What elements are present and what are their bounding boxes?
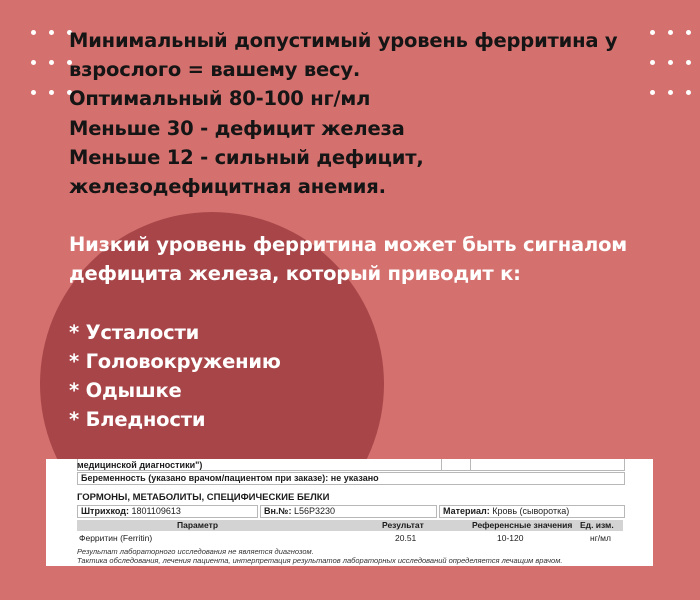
table-row (77, 533, 623, 544)
report-note-2: Тактика обследования, лечения пациента, интерпретация результатов лабораторных исследований определяется лечащим врачом. (77, 556, 563, 565)
row-reference: 10-120 (497, 533, 524, 543)
ferritin-norm-line-2: взрослого = вашему весу. (69, 58, 361, 82)
symptom-item: * Головокружению (69, 349, 281, 373)
ferritin-severe-line-1: Меньше 12 - сильный дефицит, (69, 145, 424, 169)
ferritin-norm-line-1: Минимальный допустимый уровень ферритина у (69, 29, 618, 52)
row-unit: нг/мл (590, 533, 611, 543)
low-ferritin-line-2: дефицита железа, который приводит к: (69, 262, 521, 286)
col-reference: Референсные значения (472, 520, 573, 530)
report-pregnancy: Беременность (указано врачом/пациентом при заказе): не указано (81, 473, 379, 483)
row-parameter: Ферритин (Ferritin) (79, 533, 153, 543)
report-note-1: Результат лабораторного исследования не является диагнозом. (77, 547, 314, 556)
lab-report-image (46, 459, 653, 566)
report-section-title: ГОРМОНЫ, МЕТАБОЛИТЫ, СПЕЦИФИЧЕСКИЕ БЕЛКИ (77, 492, 330, 503)
results-table-header (77, 520, 623, 531)
barcode-label: Штрихкод: (81, 506, 129, 516)
low-ferritin-line-1: Низкий уровень ферритина может быть сигналом (69, 233, 628, 257)
col-parameter: Параметр (177, 520, 219, 530)
main-text-block (69, 26, 689, 434)
symptom-item: * Бледности (69, 408, 206, 432)
row-result: 20.51 (395, 533, 417, 543)
internal-no-label: Вн.№: (264, 506, 292, 516)
symptom-item: * Одышке (69, 379, 182, 403)
ferritin-severe-line-2: железодефицитная анемия. (69, 175, 386, 199)
material-label: Материал: (443, 506, 490, 516)
symptom-item: * Усталости (69, 320, 200, 344)
ferritin-deficit-line: Меньше 30 - дефицит железа (69, 116, 405, 140)
report-top-line: медицинской диагностики") (77, 460, 203, 470)
col-unit: Ед. изм. (580, 520, 614, 530)
internal-no-value: L56P3230 (293, 506, 336, 516)
barcode-value: 1801109613 (131, 506, 181, 516)
col-result: Результат (382, 520, 424, 530)
material-value: Кровь (сыворотка) (492, 506, 570, 516)
ferritin-optimal-line: Оптимальный 80-100 нг/мл (69, 87, 371, 111)
